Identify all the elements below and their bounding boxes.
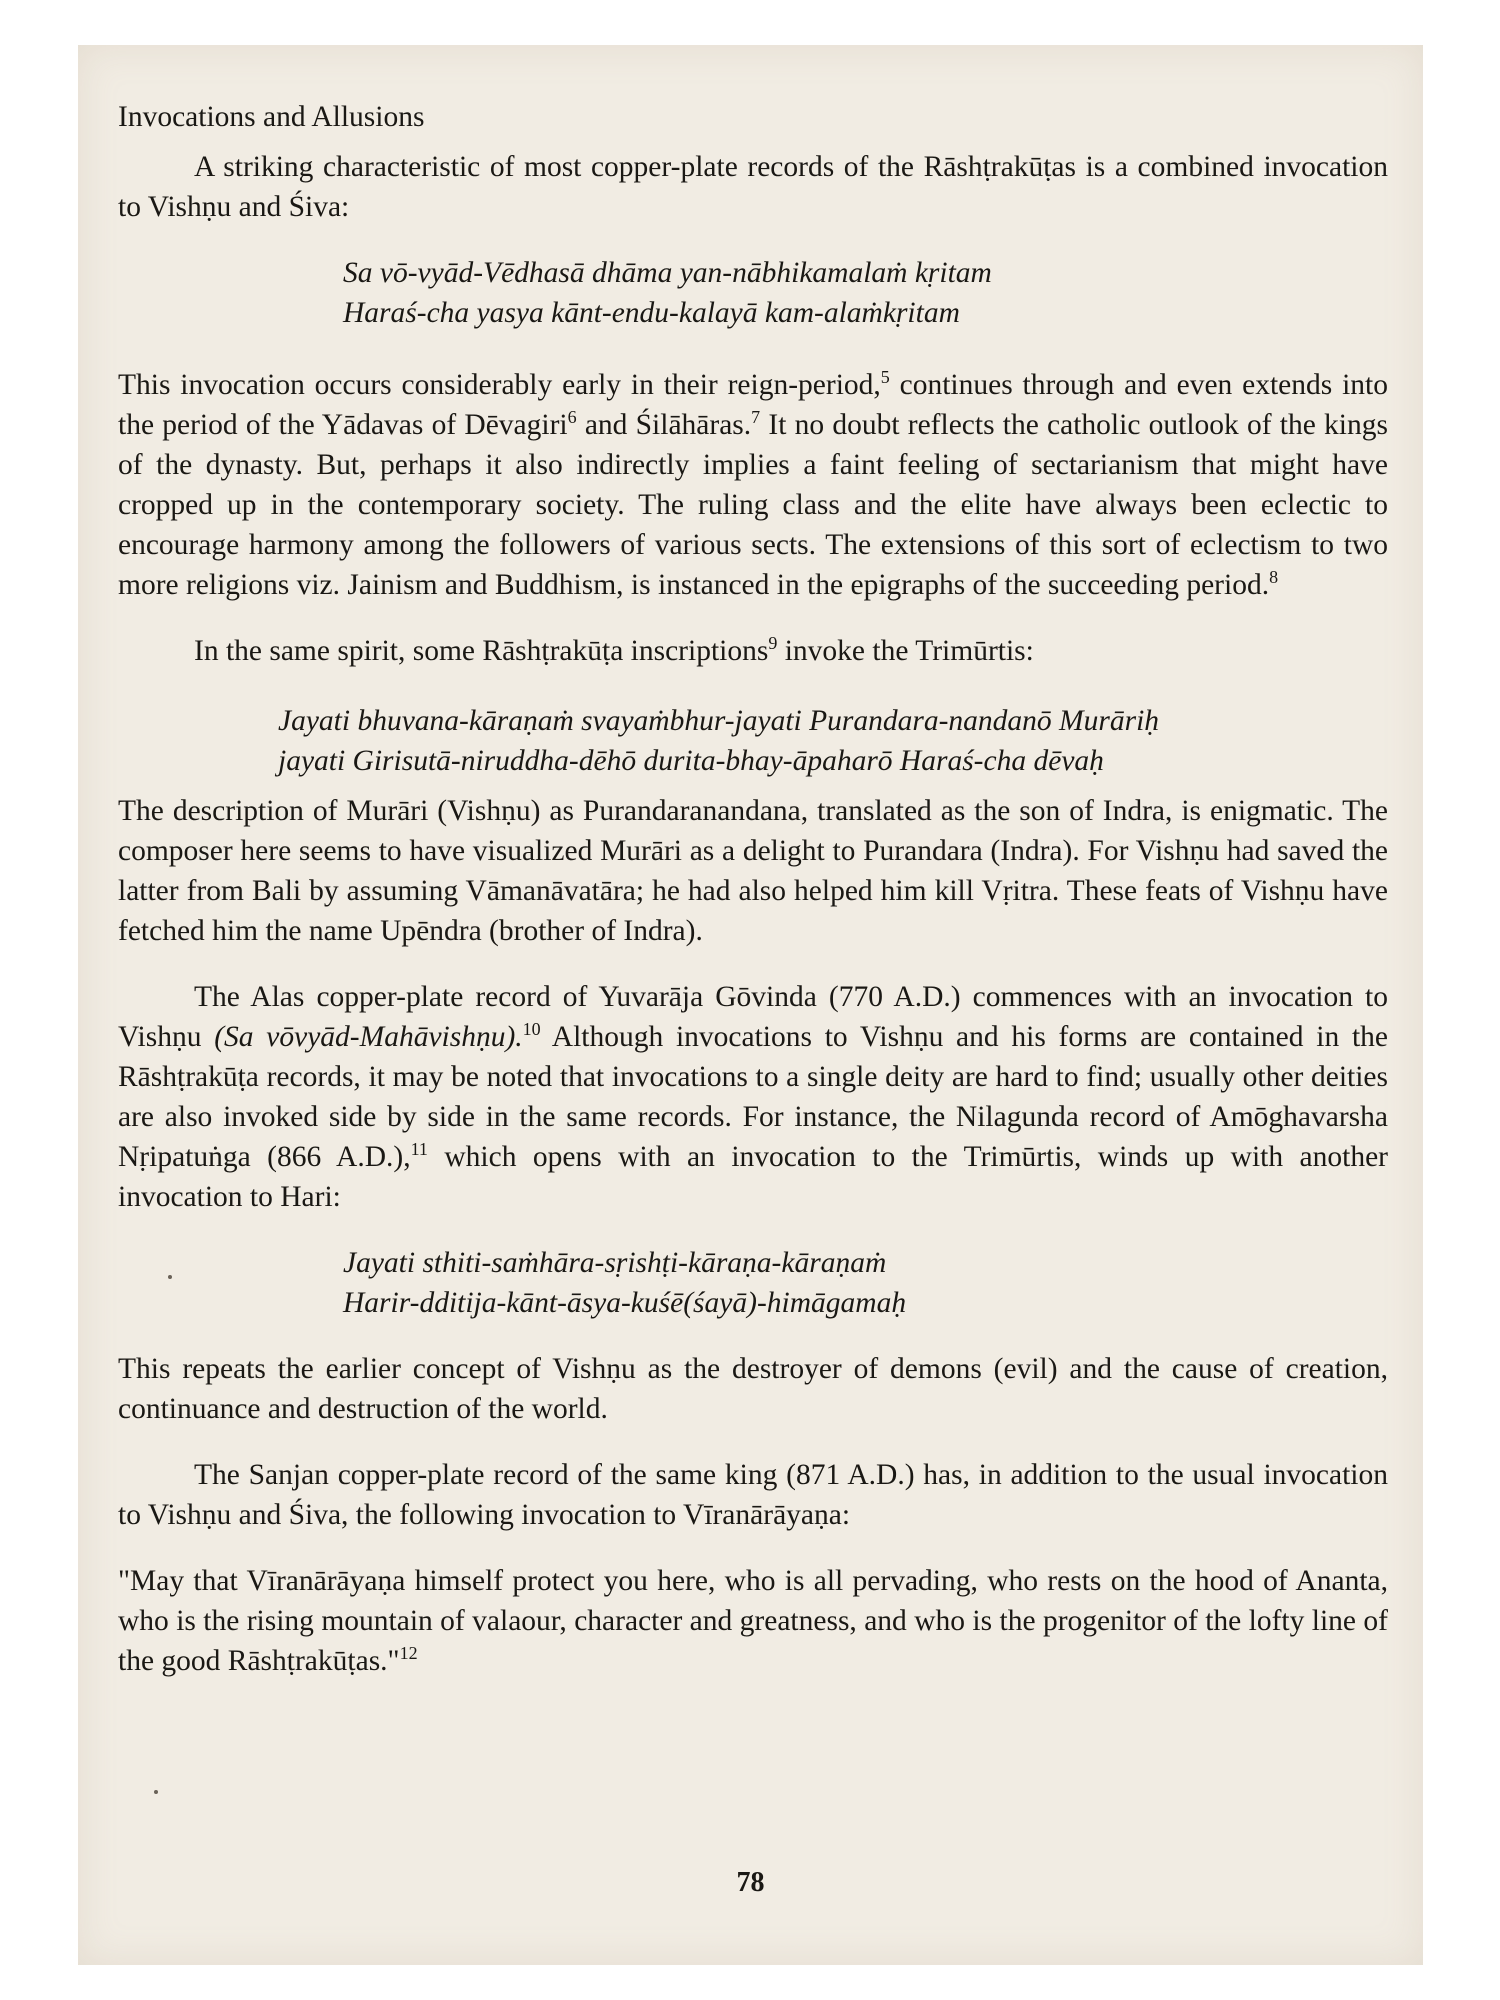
ink-speck bbox=[154, 1790, 158, 1794]
paragraph-6: This repeats the earlier concept of Vishṇu as the destroyer of demons (evil) and the cause of creation, continuance and destruction of the world. bbox=[118, 1353, 1388, 1425]
verse-block-1 bbox=[118, 253, 1388, 333]
verse-line: Sa vō-vyād-Vēdhasā dhāma yan-nābhikamalaṁ kṛitam bbox=[343, 257, 992, 289]
paragraph-2: This invocation occurs considerably early in their reign-period,$^5$ continues through and even extends into the period of the Yādavas of Dēvagiri$^6$ and Śilāhāras.$^7$ It no doubt reflects the catholic outlook of the kings of the dynasty. But, perhaps it also indirectly implies a faint feeling of sectarianism that might have cropped up in the contemporary society. The ruling class and the elite have always been eclectic to encourage harmony among the followers of various sects. The extensions of this sort of eclectism to two more religions viz. Jainism and Buddhism, is instanced in the epigraphs of the succeeding period.$^8$ bbox=[118, 367, 1388, 601]
section-title: Invocations and Allusions bbox=[118, 101, 425, 133]
paragraph-8-quote: "May that Vīranārāyaṇa himself protect you here, who is all pervading, who rests on the hood of Ananta, who is the rising mountain of valaour, character and greatness, and who is the progenitor of the lofty line of the good Rāshṭrakūṭas."$^{12}$ bbox=[118, 1565, 1388, 1677]
verse-line: Haraś-cha yasya kānt-endu-kalayā kam-alaṁkṛitam bbox=[343, 297, 960, 329]
verse-line: Jayati sthiti-saṁhāra-sṛishṭi-kāraṇa-kāraṇaṁ bbox=[343, 1247, 887, 1279]
verse-line: jayati Girisutā-niruddha-dēhō durita-bhay-āpaharō Haraś-cha dēvaḥ bbox=[278, 745, 1104, 777]
footnote-ref[interactable]: 11 bbox=[410, 1139, 428, 1160]
footnote-ref[interactable]: 9 bbox=[768, 633, 778, 654]
verse-line: Harir-dditija-kānt-āsya-kuśē(śayā)-himāgamaḥ bbox=[343, 1287, 907, 1319]
verse-block-2 bbox=[118, 701, 1388, 781]
footnote-ref[interactable]: 6 bbox=[567, 407, 577, 428]
verse-block-3 bbox=[118, 1243, 1388, 1323]
footnote-ref[interactable]: 12 bbox=[399, 1643, 418, 1664]
paragraph-3: In the same spirit, some Rāshṭrakūṭa inscriptions$^9$ invoke the Trimūrtis: bbox=[194, 633, 1034, 667]
page-number: 78 bbox=[736, 1867, 765, 1898]
footnote-ref[interactable]: 10 bbox=[522, 1019, 541, 1040]
paragraph-5: The Alas copper-plate record of Yuvarāja Gōvinda (770 A.D.) commences with an invocation to Vishṇu (Sa vōvyād-Mahāvishṇu).$^{10}$ Although invocations to Vishṇu and his forms are contained in the Rāshṭrakūṭa records, it may be noted that invocations to a single deity are hard to find; usually other deities are also invoked side by side in the same records. For instance, the Nilagunda record of Amōghavarsha Nṛipatuṅga (866 A.D.),$^{11}$ which opens with an invocation to the Trimūrtis, winds up with another invocation to Hari: bbox=[118, 981, 1388, 1213]
book-page bbox=[78, 45, 1423, 1965]
paragraph-7: The Sanjan copper-plate record of the same king (871 A.D.) has, in addition to the usual invocation to Vishṇu and Śiva, the following invocation to Vīranārāyaṇa: bbox=[118, 1459, 1388, 1531]
footnote-ref[interactable]: 7 bbox=[751, 407, 761, 428]
page-content bbox=[118, 97, 1388, 1681]
paragraph-1: A striking characteristic of most copper-plate records of the Rāshṭrakūṭas is a combined invocation to Vishṇu and Śiva: bbox=[118, 151, 1388, 223]
paragraph-4: The description of Murāri (Vishṇu) as Purandaranandana, translated as the son of Indra, is enigmatic. The composer here seems to have visualized Murāri as a delight to Purandara (Indra). For Vishṇu had saved the latter from Bali by assuming Vāmanāvatāra; he had also helped him kill Vṛitra. These feats of Vishṇu have fetched him the name Upēndra (brother of Indra). bbox=[118, 795, 1388, 947]
verse-line: Jayati bhuvana-kāraṇaṁ svayaṁbhur-jayati Purandara-nandanō Murāriḥ bbox=[278, 705, 1160, 737]
footnote-ref[interactable]: 8 bbox=[1269, 567, 1279, 588]
footnote-ref[interactable]: 5 bbox=[880, 367, 890, 388]
